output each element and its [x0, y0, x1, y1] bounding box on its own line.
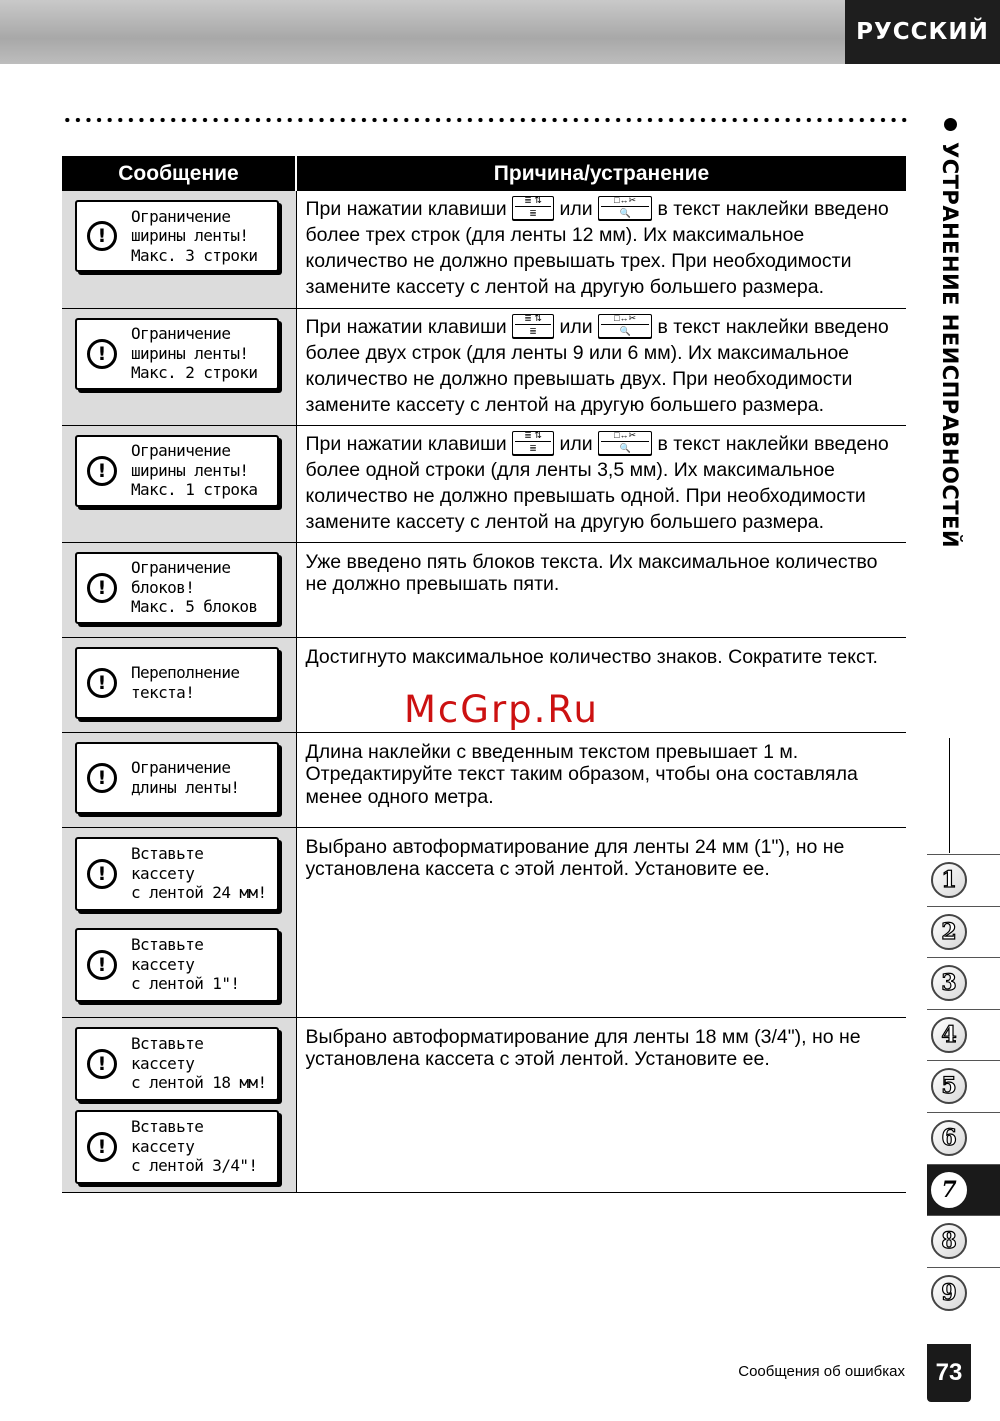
cause-cell: [296, 308, 906, 425]
lcd-message-text: Ограничение блоков! Макс. 5 блоков: [131, 558, 258, 617]
lcd-message-text: Вставьте кассету с лентой 18 мм!: [131, 1034, 267, 1093]
cause-text: в текст наклейки введено более трех строк (для ленты 12 мм). Их максимальное количество не должно превышать трех. При необходимости замените кассету с лентой на другую большего размера.: [305, 198, 889, 298]
lcd-message-text: Ограничение ширины ленты! Макс. 2 строки: [131, 324, 258, 383]
cause-text: в текст наклейки введено более одной строки (для ленты 3,5 мм). Их максимальное количество не должно превышать одной. При необходимости замените кассету с лентой на другую большего размера.: [305, 432, 889, 533]
cause-lead: При нажатии клавиши: [305, 432, 507, 455]
preview-key-icon: □↔✂ 🔍: [598, 196, 652, 220]
cause-text: в текст наклейки введено более двух строк (для ленты 9 или 6 мм). Их максимальное количество не должно превышать двух. При необходимости замените кассету с лентой на другую большего размера.: [305, 315, 889, 416]
chapter-number: 7: [931, 1172, 967, 1208]
cause-or: или: [559, 432, 593, 455]
text-key-icon: ≣ ⇅ ≣: [512, 314, 554, 338]
lcd-screen: [75, 647, 279, 719]
exclamation-icon: !: [87, 221, 117, 251]
cause-text: Выбрано автоформатирование для ленты 24 мм (1"), но не установлена кассета с этой лентой. Установите ее.: [305, 835, 845, 880]
cause-text: Достигнуто максимальное количество знаков. Сократите текст.: [305, 645, 878, 668]
table-row: [62, 425, 906, 542]
lcd-screen: [75, 837, 279, 911]
message-cell: [62, 732, 296, 827]
message-cell: [62, 637, 296, 732]
exclamation-icon: !: [87, 859, 117, 889]
watermark: McGrp.Ru: [404, 688, 599, 731]
chapter-number: 9: [931, 1275, 967, 1311]
lcd-screen: [75, 200, 279, 272]
message-cell: [62, 425, 296, 542]
exclamation-icon: !: [87, 668, 117, 698]
message-cell: [62, 1017, 296, 1192]
lcd-message-text: Вставьте кассету с лентой 3/4"!: [131, 1117, 258, 1176]
chapter-tab-2[interactable]: [927, 906, 1000, 957]
lcd-message-text: Ограничение длины ленты!: [131, 758, 240, 797]
chapter-number: 5: [931, 1068, 967, 1104]
chapter-number: 2: [931, 914, 967, 950]
lcd-message-text: Переполнение текста!: [131, 663, 240, 702]
lcd-screen: [75, 928, 279, 1002]
cause-lead: При нажатии клавиши: [305, 198, 507, 220]
side-title-text: УСТРАНЕНИЕ НЕИСПРАВНОСТЕЙ: [938, 142, 962, 549]
column-header-message: Сообщение: [62, 156, 296, 191]
chapter-tab-4[interactable]: [927, 1009, 1000, 1060]
chapter-number: 6: [931, 1120, 967, 1156]
cause-cell: [296, 425, 906, 542]
lcd-screen: [75, 318, 279, 390]
lcd-message-text: Ограничение ширины ленты! Макс. 3 строки: [131, 206, 258, 265]
exclamation-icon: !: [87, 339, 117, 369]
error-message-table: [62, 156, 906, 1193]
cause-text: Длина наклейки с введенным текстом превышает 1 м. Отредактируйте текст таким образом, чтобы она составляла менее одного метра.: [305, 740, 858, 808]
column-header-cause: Причина/устранение: [296, 156, 906, 191]
message-cell: [62, 542, 296, 637]
chapter-tab-6[interactable]: [927, 1112, 1000, 1163]
lcd-screen: [75, 1027, 279, 1101]
cause-cell: [296, 827, 906, 1017]
chapter-divider-line: [949, 738, 950, 853]
lcd-message-text: Вставьте кассету с лентой 24 мм!: [131, 844, 267, 903]
cause-cell: [296, 1017, 906, 1192]
bullet-icon: [944, 118, 957, 131]
table-row: [62, 827, 906, 1017]
message-cell: [62, 191, 296, 308]
lcd-screen: [75, 552, 279, 624]
chapter-tab-9[interactable]: [927, 1267, 1000, 1318]
chapter-number: 8: [931, 1223, 967, 1259]
cause-lead: При нажатии клавиши: [305, 315, 507, 338]
cause-cell: [296, 191, 906, 308]
dotted-rule: [62, 117, 907, 123]
lcd-message-text: Вставьте кассету с лентой 1"!: [131, 935, 240, 994]
chapter-number: 4: [931, 1017, 967, 1053]
chapter-tab-1[interactable]: [927, 854, 1000, 905]
exclamation-icon: !: [87, 1132, 117, 1162]
preview-key-icon: □↔✂ 🔍: [598, 314, 652, 338]
table-row: [62, 542, 906, 637]
table-row: [62, 191, 906, 308]
lcd-screen: [75, 435, 279, 507]
cause-cell: [296, 637, 906, 732]
chapter-tab-7[interactable]: [927, 1164, 1000, 1215]
table-row: [62, 308, 906, 425]
chapter-number: 1: [931, 862, 967, 898]
lcd-screen: [75, 742, 279, 814]
chapter-tab-5[interactable]: [927, 1060, 1000, 1111]
preview-key-icon: □↔✂ 🔍: [598, 431, 652, 455]
chapter-tab-3[interactable]: [927, 957, 1000, 1008]
exclamation-icon: !: [87, 573, 117, 603]
exclamation-icon: !: [87, 763, 117, 793]
cause-text: Уже введено пять блоков текста. Их максимальное количество не должно превышать пяти.: [305, 550, 878, 595]
exclamation-icon: !: [87, 950, 117, 980]
message-cell: [62, 308, 296, 425]
message-cell: [62, 827, 296, 1017]
lcd-message-text: Ограничение ширины ленты! Макс. 1 строка: [131, 441, 258, 500]
cause-or: или: [559, 315, 593, 338]
page-number: 73: [927, 1344, 971, 1402]
text-key-icon: ≣ ⇅ ≣: [512, 196, 554, 220]
footer-section-label: Сообщения об ошибках: [738, 1363, 905, 1380]
table-row: [62, 732, 906, 827]
text-key-icon: ≣ ⇅ ≣: [512, 431, 554, 455]
header-bar: [0, 0, 845, 64]
cause-cell: [296, 542, 906, 637]
chapter-number: 3: [931, 965, 967, 1001]
exclamation-icon: !: [87, 1049, 117, 1079]
cause-cell: [296, 732, 906, 827]
lcd-screen: [75, 1110, 279, 1184]
language-tab: РУССКИЙ: [845, 0, 1000, 64]
table-row: [62, 1017, 906, 1192]
exclamation-icon: !: [87, 456, 117, 486]
cause-or: или: [559, 198, 593, 220]
chapter-tab-8[interactable]: [927, 1215, 1000, 1266]
side-section-title: [938, 118, 964, 549]
cause-text: Выбрано автоформатирование для ленты 18 мм (3/4"), но не установлена кассета с этой лентой. Установите ее.: [305, 1025, 861, 1070]
